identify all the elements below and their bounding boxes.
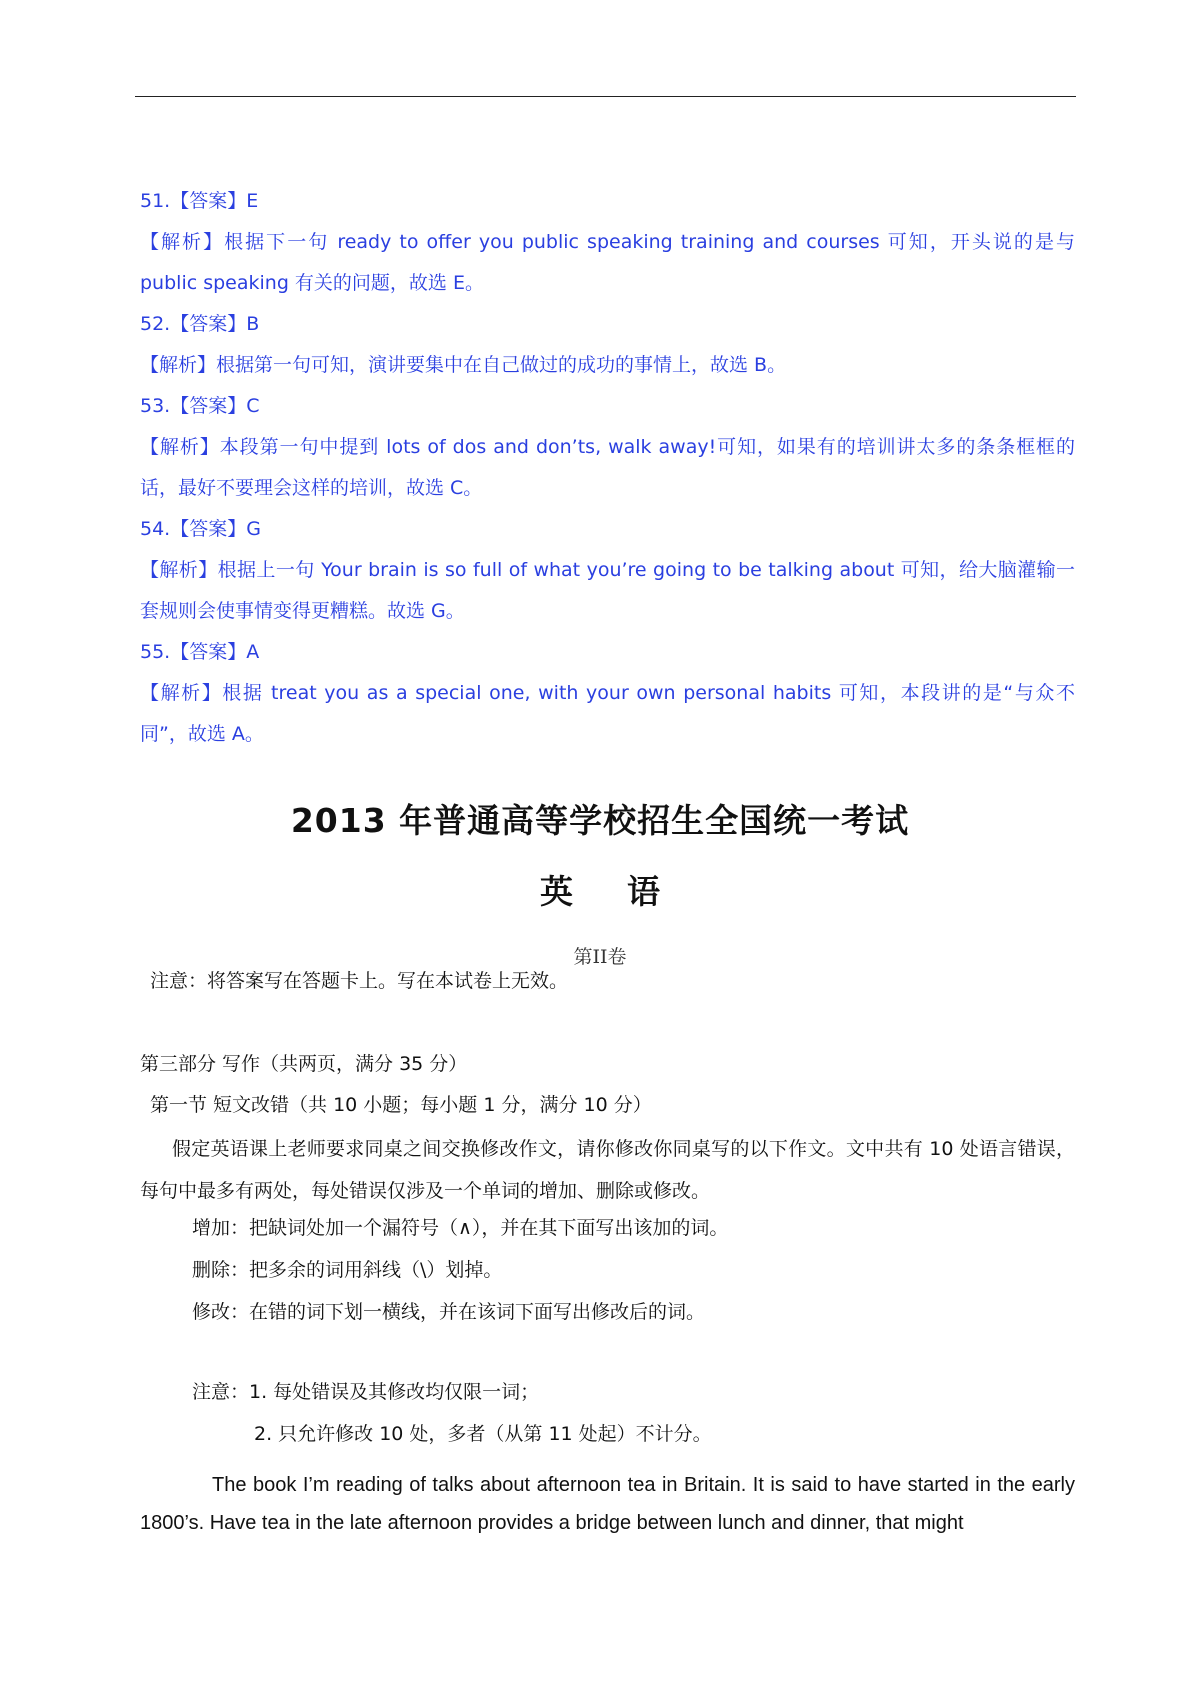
answer-53: 53.【答案】C: [140, 395, 260, 417]
instruction-paragraph: 假定英语课上老师要求同桌之间交换修改作文，请你修改你同桌写的以下作文。文中共有 10 处语言错误，每句中最多有两处，每处错误仅涉及一个单词的增加、删除或修改。: [140, 1138, 1075, 1202]
exam-title: 2013 年普通高等学校招生全国统一考试: [290, 801, 910, 840]
analysis-55: 【解析】根据 treat you as a special one, with your own personal habits 可知，本段讲的是“与众不同”，故选 A。: [140, 682, 1075, 745]
analysis-51: 【解析】根据下一句 ready to offer you public speaking training and courses 可知，开头说的是与 public speaking 有关的问题，故选 E。: [140, 231, 1075, 294]
delete-rule: 删除：把多余的词用斜线（\）划掉。: [192, 1259, 503, 1281]
answer-52: 52.【答案】B: [140, 313, 260, 335]
note-1: 注意：1. 每处错误及其修改均仅限一词；: [192, 1381, 540, 1403]
part-heading: 第三部分 写作（共两页，满分 35 分）: [140, 1053, 468, 1075]
answer-key: [140, 181, 1075, 755]
answer-54: 54.【答案】G: [140, 518, 261, 540]
analysis-54: 【解析】根据上一句 Your brain is so full of what you’re going to be talking about 可知，给大脑灌输一套规则会使事情变得更糟糕。故选 G。: [140, 559, 1075, 622]
section-heading: 第一节 短文改错（共 10 小题；每小题 1 分，满分 10 分）: [150, 1094, 652, 1116]
note-2: 2. 只允许修改 10 处，多者（从第 11 处起）不计分。: [254, 1423, 712, 1445]
header-rule: [135, 96, 1076, 97]
add-rule: 增加：把缺词处加一个漏符号（∧），并在其下面写出该加的词。: [192, 1217, 729, 1239]
answer-55: 55.【答案】A: [140, 641, 260, 663]
answer-51: 51.【答案】E: [140, 190, 259, 212]
analysis-52: 【解析】根据第一句可知，演讲要集中在自己做过的成功的事情上，故选 B。: [140, 354, 787, 376]
exam-subject: 英语: [540, 872, 714, 911]
essay-text: The book I’m reading of talks about afternoon tea in Britain. It is said to have started in the early 1800’s. Have tea in the late afternoon provides a bridge between lunch and dinner, that might: [140, 1474, 1075, 1534]
notice: 注意：将答案写在答题卡上。写在本试卷上无效。: [150, 970, 569, 992]
analysis-53: 【解析】本段第一句中提到 lots of dos and don’ts, walk away!可知，如果有的培训讲太多的条条框框的话，最好不要理会这样的培训，故选 C。: [140, 436, 1075, 499]
volume-label: 第II卷: [573, 946, 627, 968]
modify-rule: 修改：在错的词下划一横线，并在该词下面写出修改后的词。: [192, 1301, 706, 1323]
